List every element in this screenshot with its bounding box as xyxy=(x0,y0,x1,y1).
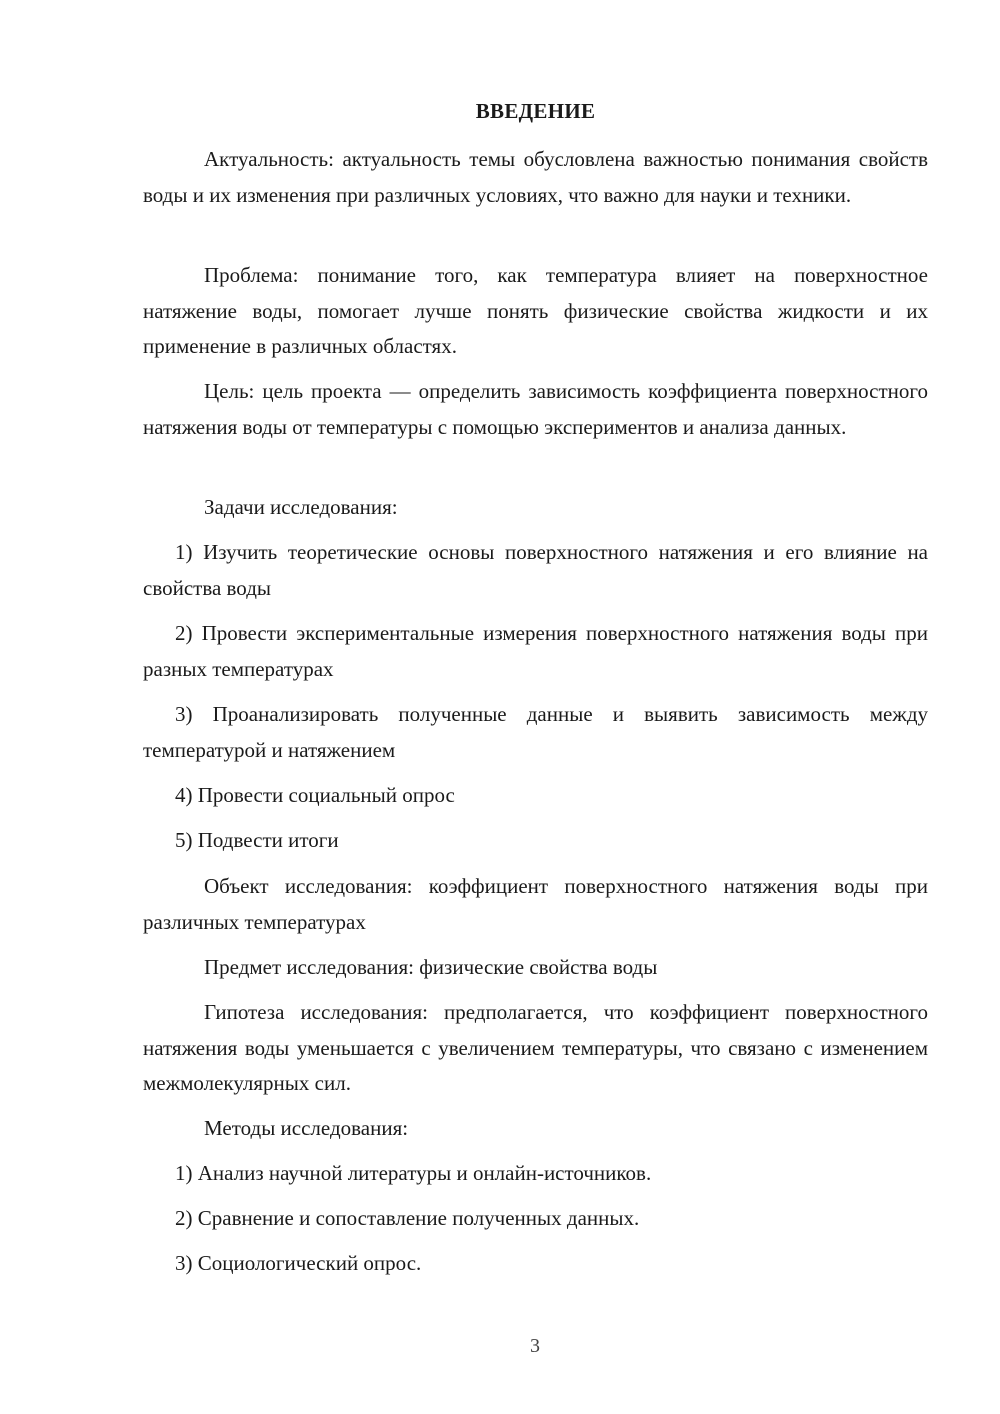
task-item: 2) Провести экспериментальные измерения поверхностного натяжения воды при разных температурах xyxy=(143,621,928,681)
task-item: 4) Провести социальный опрос xyxy=(175,783,455,807)
method-item: 1) Анализ научной литературы и онлайн-источников. xyxy=(175,1161,652,1185)
tasks-heading: Задачи исследования: xyxy=(204,495,398,519)
method-item: 2) Сравнение и сопоставление полученных данных. xyxy=(175,1206,640,1230)
relevance-paragraph: Актуальность: актуальность темы обусловлена важностью понимания свойств воды и их изменения при различных условиях, что важно для науки и техники. xyxy=(143,147,928,207)
goal-paragraph: Цель: цель проекта — определить зависимость коэффициента поверхностного натяжения воды от температуры с помощью экспериментов и анализа данных. xyxy=(143,379,928,439)
method-item: 3) Социологический опрос. xyxy=(175,1251,422,1275)
subject-paragraph: Предмет исследования: физические свойства воды xyxy=(204,955,658,979)
problem-paragraph: Проблема: понимание того, как температура влияет на поверхностное натяжение воды, помогает лучше понять физические свойства жидкости и их применение в различных областях. xyxy=(143,263,928,358)
task-item: 1) Изучить теоретические основы поверхностного натяжения и его влияние на свойства воды xyxy=(143,540,928,600)
page-title: ВВЕДЕНИЕ xyxy=(475,99,596,123)
task-item: 3) Проанализировать полученные данные и выявить зависимость между температурой и натяжением xyxy=(143,702,928,762)
task-item: 5) Подвести итоги xyxy=(175,828,339,852)
page-number: 3 xyxy=(530,1335,540,1357)
hypothesis-paragraph: Гипотеза исследования: предполагается, что коэффициент поверхностного натяжения воды уменьшается с увеличением температуры, что связано с изменением межмолекулярных сил. xyxy=(143,1000,928,1095)
methods-heading: Методы исследования: xyxy=(204,1116,409,1140)
object-paragraph: Объект исследования: коэффициент поверхностного натяжения воды при различных температурах xyxy=(143,874,928,934)
